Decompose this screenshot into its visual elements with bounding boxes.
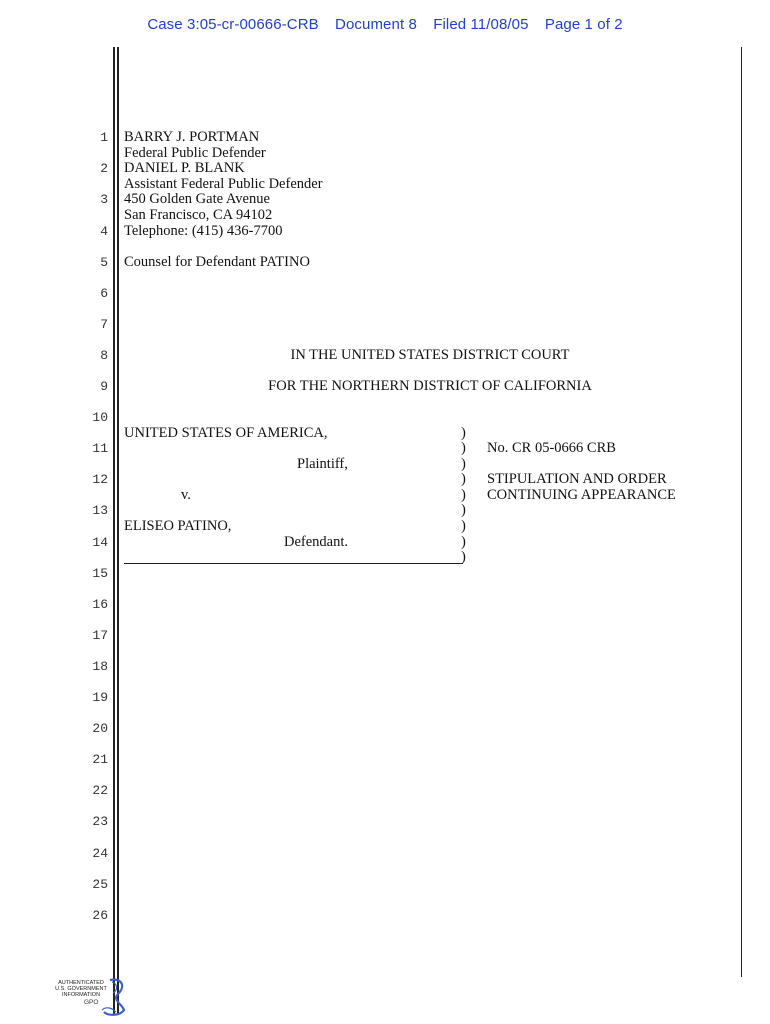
seal-text: INFORMATION [61,992,101,998]
filed-date-header: Filed 11/08/05 [433,16,529,33]
left-margin-rule-outer [113,47,115,1015]
caption-paren: ) [461,502,466,518]
street-address: 450 Golden Gate Avenue [124,191,270,207]
line-number: 3 [100,192,108,207]
line-number: 20 [92,721,108,736]
court-district: FOR THE NORTHERN DISTRICT OF CALIFORNIA [268,378,592,394]
line-number: 7 [100,317,108,332]
filing-header [0,16,770,33]
line-number: 1 [100,130,108,145]
court-name: IN THE UNITED STATES DISTRICT COURT [290,347,570,363]
line-number: 25 [92,877,108,892]
line-number: 17 [92,628,108,643]
case-number: No. CR 05-0666 CRB [487,440,616,456]
counsel-for-line: Counsel for Defendant PATINO [124,254,310,270]
gpo-label: GPO [84,999,99,1006]
document-title: STIPULATION AND ORDER [487,471,667,487]
line-number: 8 [100,348,108,363]
gpo-authentication-seal [44,976,134,1020]
defendant-name: ELISEO PATINO, [124,518,232,534]
attorney-name: DANIEL P. BLANK [124,160,245,176]
caption-paren: ) [461,518,466,534]
left-margin-rule-inner [117,47,119,1015]
attorney-title: Federal Public Defender [124,145,266,161]
line-number: 19 [92,690,108,705]
line-number: 16 [92,597,108,612]
eagle-icon [96,976,132,1018]
line-number: 14 [92,535,108,550]
line-number: 5 [100,255,108,270]
plaintiff-role: Plaintiff, [297,456,348,472]
line-number: 24 [92,846,108,861]
line-number: 21 [92,752,108,767]
telephone: Telephone: (415) 436-7700 [124,223,283,239]
caption-paren: ) [461,471,466,487]
line-number: 23 [92,814,108,829]
seal-text: AUTHENTICATED [58,980,104,986]
right-margin-rule [741,47,742,977]
attorney-name: BARRY J. PORTMAN [124,129,260,145]
line-number: 18 [92,659,108,674]
line-number: 12 [92,472,108,487]
document-title: CONTINUING APPEARANCE [487,487,676,503]
line-number: 15 [92,566,108,581]
attorney-title: Assistant Federal Public Defender [124,176,323,192]
plaintiff-name: UNITED STATES OF AMERICA, [124,425,328,441]
page-indicator: Page 1 of 2 [544,16,623,33]
caption-paren: ) [461,456,466,472]
defendant-role: Defendant. [284,534,349,550]
caption-paren: ) [461,549,466,565]
versus: v. [181,487,191,503]
caption-paren: ) [461,425,466,441]
line-number: 26 [92,908,108,923]
line-number: 2 [100,161,108,176]
line-number: 22 [92,783,108,798]
line-number: 11 [92,441,108,456]
case-number-header: Case 3:05-cr-00666-CRB [147,16,319,33]
line-number: 13 [92,503,108,518]
line-number: 4 [100,224,108,239]
caption-underline [124,563,463,564]
city-address: San Francisco, CA 94102 [124,207,273,223]
caption-paren: ) [461,487,466,503]
line-number: 6 [100,286,108,301]
caption-paren: ) [461,534,466,550]
seal-text: U.S. GOVERNMENT [55,986,107,992]
line-number: 10 [92,410,108,425]
caption-paren: ) [461,440,466,456]
line-number: 9 [100,379,108,394]
document-number-header: Document 8 [335,16,417,33]
